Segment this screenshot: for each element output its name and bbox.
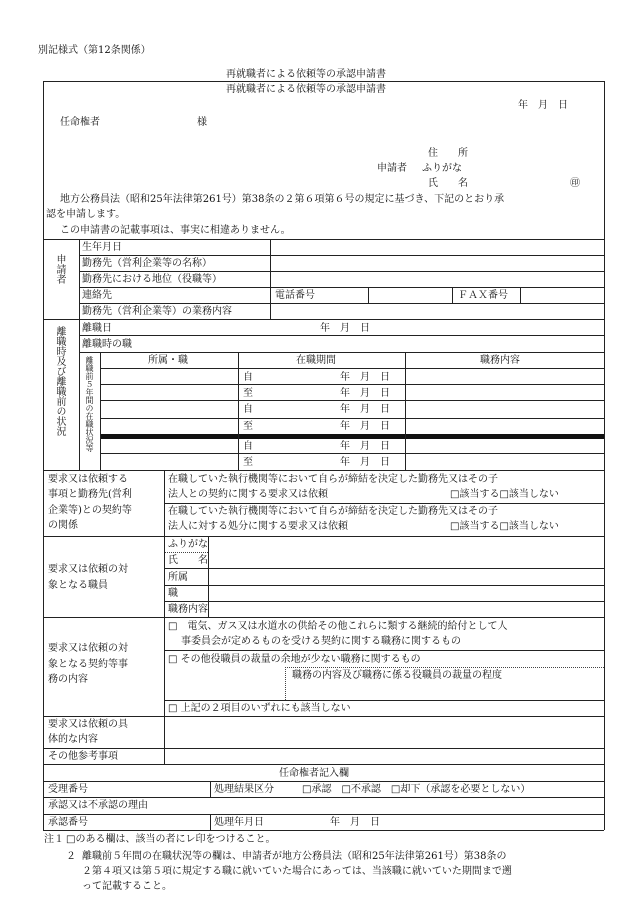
period-from-3: 自 xyxy=(243,441,253,452)
period-to-date-1: 年 月 日 xyxy=(340,388,390,399)
col-period-header: 在職期間 xyxy=(296,355,336,366)
retirement-section-label: 離職時及び離職前の状況 xyxy=(54,326,65,436)
relation-item1-line1: 在職していた執行機関等において自らが締結を決定した勤務先又はその子 xyxy=(168,474,498,485)
col-duties-header: 職務内容 xyxy=(480,355,520,366)
period-from-date-2: 年 月 日 xyxy=(340,404,390,415)
period-to-date-3: 年 月 日 xyxy=(340,457,390,468)
result-category-label: 処理結果区分 xyxy=(214,784,274,795)
contract-label-1: 要求又は依頼の対 xyxy=(48,643,128,654)
period-from-2: 自 xyxy=(243,404,253,415)
authority-section-title: 任命権者記入欄 xyxy=(279,768,349,779)
staff-post-label: 職 xyxy=(168,588,178,599)
address-label: 住 所 xyxy=(428,148,468,159)
form-title: 再就職者による依頼等の承認申請書 xyxy=(226,84,386,95)
applicant-label: 申請者 xyxy=(377,163,407,174)
contract-label-3: 務の内容 xyxy=(48,674,88,685)
furigana-label: ふりがな xyxy=(422,163,462,174)
relation-item2-choice[interactable]: □該当する□該当しない xyxy=(450,521,559,532)
period-from-1: 自 xyxy=(243,372,253,383)
relation-item1-choice[interactable]: □該当する□該当しない xyxy=(450,489,559,500)
note-2-line-2: ２第４項又は第５項に規定する職に就いていた場合にあっては、当該職に就いていた期間まで遡 xyxy=(82,866,512,877)
statement-line-1: 地方公務員法（昭和25年法律第261号）第38条の２第６項第６号の規定に基づき、下記のとおり承 xyxy=(60,194,505,205)
row-business: 勤務先（営利企業等）の業務内容 xyxy=(82,306,232,317)
period-to-1: 至 xyxy=(243,388,253,399)
contract-option2[interactable]: □ その他役職員の裁量の余地が少ない職務に関するもの xyxy=(168,654,421,665)
period-from-date-3: 年 月 日 xyxy=(340,441,390,452)
retire-date-value: 年 月 日 xyxy=(320,323,370,334)
other-reference-label: その他参考事項 xyxy=(48,751,118,762)
application-date: 年 月 日 xyxy=(518,100,568,111)
reason-label: 承認又は不承認の理由 xyxy=(48,800,148,811)
note-1-text: □のある欄は、該当の者にレ印をつけること。 xyxy=(66,834,276,845)
specific-label-2: 体的な内容 xyxy=(48,734,98,745)
contract-option1-line1[interactable]: □ 電気、ガス又は水道水の供給その他これらに類する継続的給付として人 xyxy=(168,621,508,632)
specific-label-1: 要求又は依頼の具 xyxy=(48,719,128,730)
receipt-number-label: 受理番号 xyxy=(48,784,88,795)
relation-item2-line1: 在職していた執行機関等において自らが締結を決定した勤務先又はその子 xyxy=(168,506,498,517)
col-post-header: 所属・職 xyxy=(148,355,188,366)
contract-option2-sub: 職務の内容及び職務に係る役職員の裁量の程度 xyxy=(292,670,502,681)
row-position: 勤務先における地位（役職等） xyxy=(82,274,222,285)
period-to-3: 至 xyxy=(243,457,253,468)
addressee-label: 任命権者 xyxy=(60,117,100,128)
target-staff-label-2: 象となる職員 xyxy=(48,580,108,591)
retire-date-label: 離職日 xyxy=(82,323,112,334)
relation-label-4: の関係 xyxy=(48,520,78,531)
phone-label: 電話番号 xyxy=(275,290,315,301)
note-2-line-3: って記載すること。 xyxy=(82,881,172,892)
row-contact: 連絡先 xyxy=(82,290,112,301)
relation-item2-line2: 法人に対する処分に関する要求又は依頼 xyxy=(168,521,348,532)
staff-name-label: 氏 名 xyxy=(168,555,208,566)
contract-option1-line2: 事委員会が定めるものを受ける契約に関する職務に関するもの xyxy=(181,636,461,647)
seal-mark: ㊞ xyxy=(570,178,580,189)
row-employer: 勤務先（営利企業等の名称） xyxy=(82,258,212,269)
relation-label-1: 要求又は依頼する xyxy=(48,474,128,485)
note-2-line-1: 離職前５年間の在職状況等の欄は、申請者が地方公務員法（昭和25年法律第261号）第38条の xyxy=(82,851,507,862)
retire-post-label: 離職時の職 xyxy=(82,339,132,350)
prior-five-years-label: 離職前５年間の在職状況等 xyxy=(85,356,94,452)
relation-label-3: 企業等)との契約等 xyxy=(48,505,132,516)
statement-line-3: この申請書の記載事項は、事実に相違ありません。 xyxy=(60,225,291,236)
note-2-number: ２ xyxy=(66,851,76,862)
name-label: 氏 名 xyxy=(428,178,468,189)
fax-label: ＦＡＸ番号 xyxy=(458,290,508,301)
note-1-number: 注１ xyxy=(44,834,64,845)
result-options[interactable]: □承認 □不承認 □却下（承認を必要としない） xyxy=(302,784,531,795)
contract-label-2: 象となる契約等事 xyxy=(48,659,128,670)
period-to-2: 至 xyxy=(243,421,253,432)
contract-option3[interactable]: □ 上記の２項目のいずれにも該当しない xyxy=(168,703,351,714)
staff-affiliation-label: 所属 xyxy=(168,572,188,583)
row-birthdate: 生年月日 xyxy=(82,242,122,253)
addressee-sama: 様 xyxy=(197,117,207,128)
processed-date-value: 年 月 日 xyxy=(330,817,380,828)
target-staff-label-1: 要求又は依頼の対 xyxy=(48,564,128,575)
relation-label-2: 事項と勤務先(営利 xyxy=(48,489,132,500)
relation-item1-line2: 法人との契約に関する要求又は依頼 xyxy=(168,489,328,500)
period-from-date-1: 年 月 日 xyxy=(340,372,390,383)
processed-date-label: 処理年月日 xyxy=(214,817,264,828)
staff-furigana-label: ふりがな xyxy=(168,539,208,550)
approval-number-label: 承認番号 xyxy=(48,817,88,828)
outer-title: 再就職者による依頼等の承認申請書 xyxy=(226,69,386,80)
period-to-date-2: 年 月 日 xyxy=(340,421,390,432)
staff-duties-label: 職務内容 xyxy=(168,604,208,615)
statement-line-2: 認を申請します。 xyxy=(46,209,126,220)
applicant-section-label: 申請者 xyxy=(54,254,65,284)
form-reference-note: 別記様式（第12条関係） xyxy=(38,45,151,56)
